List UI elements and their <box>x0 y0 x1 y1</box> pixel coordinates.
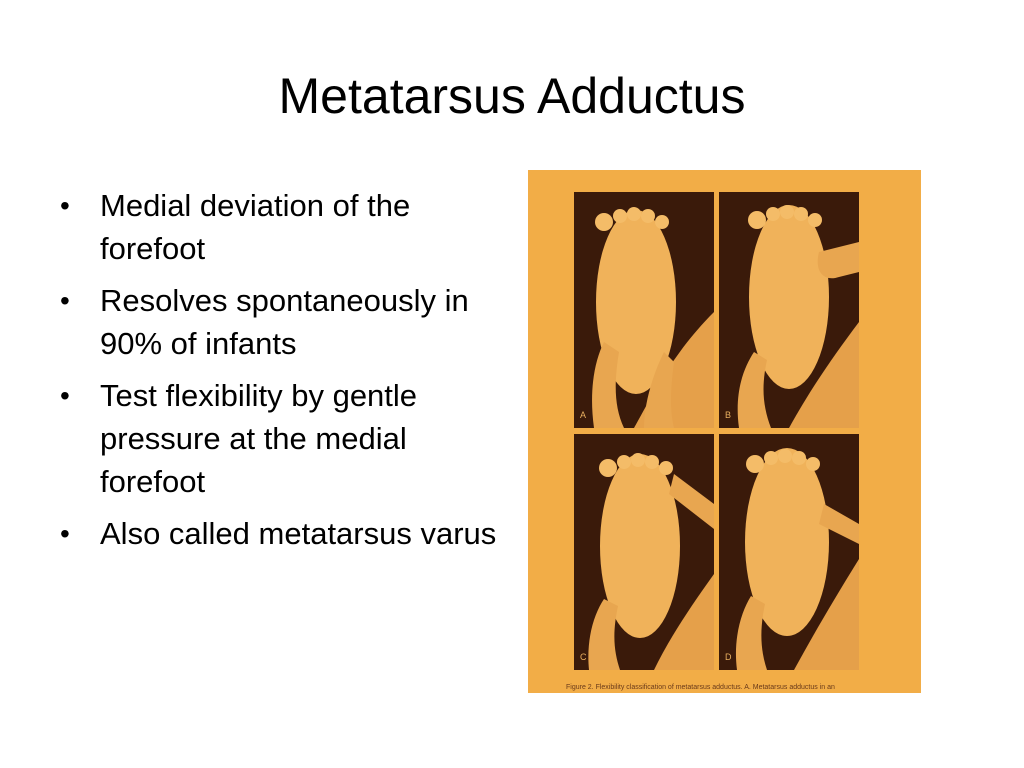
bullet-list <box>58 184 498 564</box>
panel-label: C <box>580 652 587 662</box>
panel-label: B <box>725 410 732 420</box>
slide-title: Metatarsus Adductus <box>278 68 746 124</box>
bullet-text: Resolves spontaneously in 90% of infants <box>100 283 469 361</box>
foot-illustration <box>574 192 714 428</box>
bullet-item <box>58 184 498 270</box>
bullet-dot: • <box>60 518 70 549</box>
bullet-item <box>58 374 498 503</box>
foot-illustration <box>719 192 859 428</box>
bullet-text: Also called metatarsus varus <box>100 516 497 551</box>
panel-label: A <box>580 410 587 420</box>
foot-illustration <box>719 434 859 670</box>
bullet-item <box>58 512 498 555</box>
bullet-text: Test flexibility by gentle pressure at the medial forefoot <box>100 378 418 499</box>
foot-panel-c <box>574 434 714 670</box>
bullet-dot: • <box>60 285 70 316</box>
bullet-dot: • <box>60 190 70 221</box>
foot-illustration <box>574 434 714 670</box>
foot-photo-figure <box>528 170 921 693</box>
foot-panel-a <box>574 192 714 428</box>
bullet-dot: • <box>60 380 70 411</box>
foot-panel-d <box>719 434 859 670</box>
foot-panel-b <box>719 192 859 428</box>
panel-label: D <box>725 652 732 662</box>
figure-caption: Figure 2. Flexibility classification of metatarsus adductus. A. Metatarsus adductus in an <box>566 684 835 691</box>
bullet-text: Medial deviation of the forefoot <box>100 188 411 266</box>
bullet-item <box>58 279 498 365</box>
